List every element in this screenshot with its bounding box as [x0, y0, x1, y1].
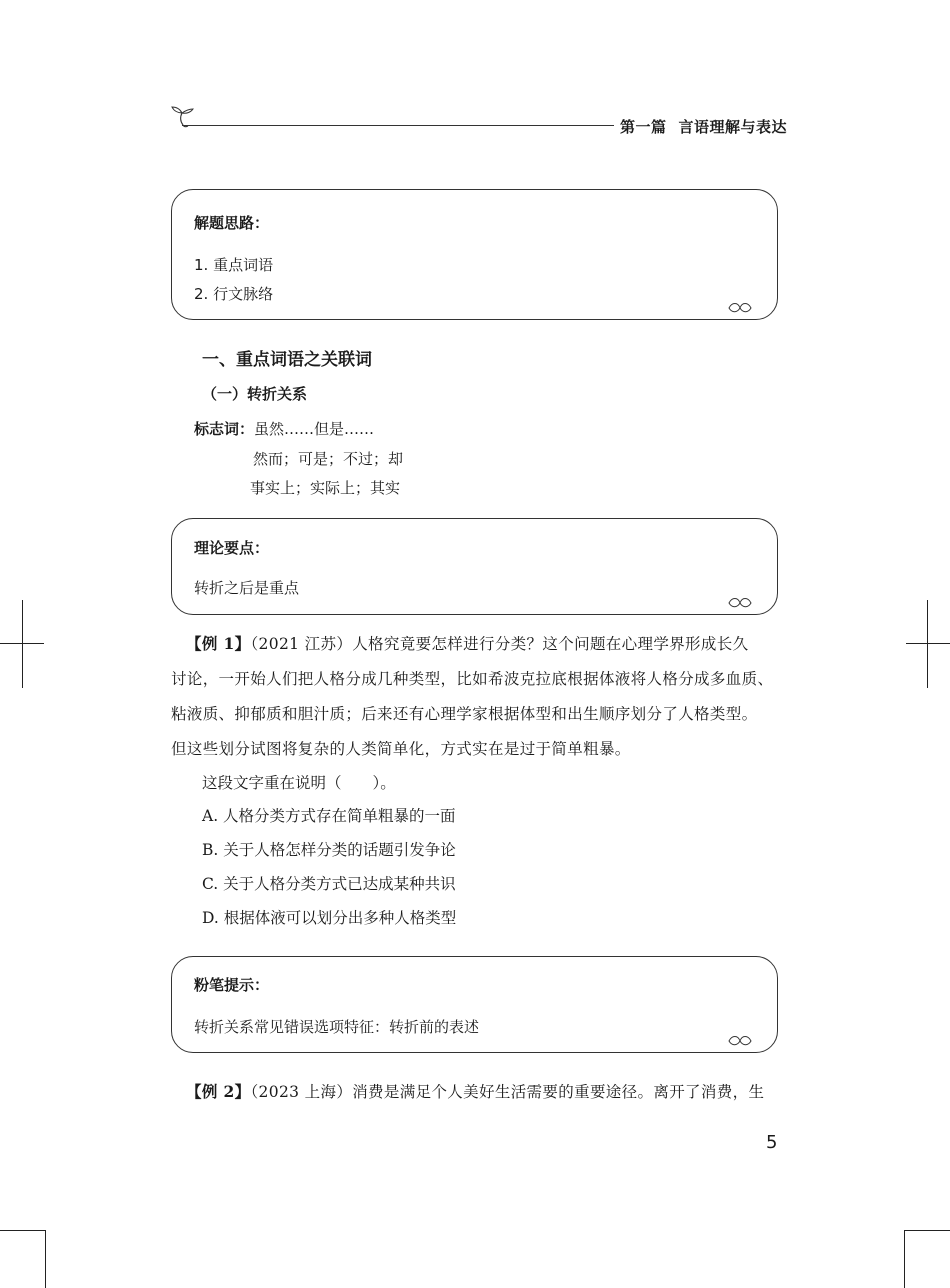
- example1-line: 但这些划分试图将复杂的人类简单化，方式实在是过于简单粗暴。: [171, 740, 631, 758]
- theory-title: 理论要点：: [194, 539, 270, 557]
- header-part: 第一篇: [620, 118, 667, 136]
- theory-box: [171, 518, 778, 615]
- example1-line: 讨论，一开始人们把人格分成几种类型，比如希波克拉底根据体液将人格分成多血质、: [171, 670, 774, 688]
- approach-box: [171, 189, 778, 320]
- tip-box: [171, 956, 778, 1053]
- crop-mark: [904, 1230, 905, 1288]
- crop-mark: [0, 1230, 46, 1231]
- leaf-icon: [727, 1034, 753, 1048]
- example1-line: 粘液质、抑郁质和胆汁质；后来还有心理学家根据体型和出生顺序划分了人格类型。: [171, 705, 758, 723]
- option-b[interactable]: B. 关于人格怎样分类的话题引发争论: [202, 841, 456, 859]
- tip-text: 转折关系常见错误选项特征：转折前的表述: [194, 1018, 480, 1036]
- section-heading: 一、重点词语之关联词: [202, 350, 372, 370]
- signal-line: 虽然……但是……: [254, 420, 375, 438]
- example1-question: 这段文字重在说明（ ）。: [202, 774, 396, 792]
- header-title: 言语理解与表达: [678, 118, 788, 136]
- signal-line: 然而；可是；不过；却: [253, 450, 404, 468]
- crop-mark: [22, 600, 23, 688]
- page-number: 5: [766, 1132, 778, 1153]
- approach-title: 解题思路：: [194, 214, 270, 232]
- tip-title: 粉笔提示：: [194, 976, 270, 994]
- subsection-heading: （一）转折关系: [202, 385, 308, 403]
- option-d[interactable]: D. 根据体液可以划分出多种人格类型: [202, 909, 457, 927]
- approach-item: 2. 行文脉络: [194, 285, 274, 303]
- example2-tag: 【例 2】: [186, 1082, 251, 1101]
- signal-words-label: 标志词：虽然……但是……: [194, 420, 375, 438]
- leaf-icon: [727, 596, 753, 610]
- crop-mark: [45, 1230, 46, 1288]
- theory-text: 转折之后是重点: [194, 579, 300, 597]
- example1-line: 【例 1】（2021 江苏）人格究竟要怎样进行分类？这个问题在心理学界形成长久: [186, 634, 749, 653]
- option-a[interactable]: A. 人格分类方式存在简单粗暴的一面: [202, 807, 456, 825]
- crop-mark: [904, 1230, 950, 1231]
- crop-mark: [927, 600, 928, 688]
- option-c[interactable]: C. 关于人格分类方式已达成某种共识: [202, 875, 456, 893]
- running-header: [620, 116, 787, 137]
- leaf-icon: [727, 301, 753, 315]
- approach-item: 1. 重点词语: [194, 256, 274, 274]
- signal-line: 事实上；实际上；其实: [250, 479, 401, 497]
- crop-mark: [906, 643, 950, 644]
- example1-tag: 【例 1】: [186, 634, 251, 653]
- example2-line: 【例 2】（2023 上海）消费是满足个人美好生活需要的重要途径。离开了消费，生: [186, 1082, 765, 1101]
- header-rule: [182, 125, 614, 126]
